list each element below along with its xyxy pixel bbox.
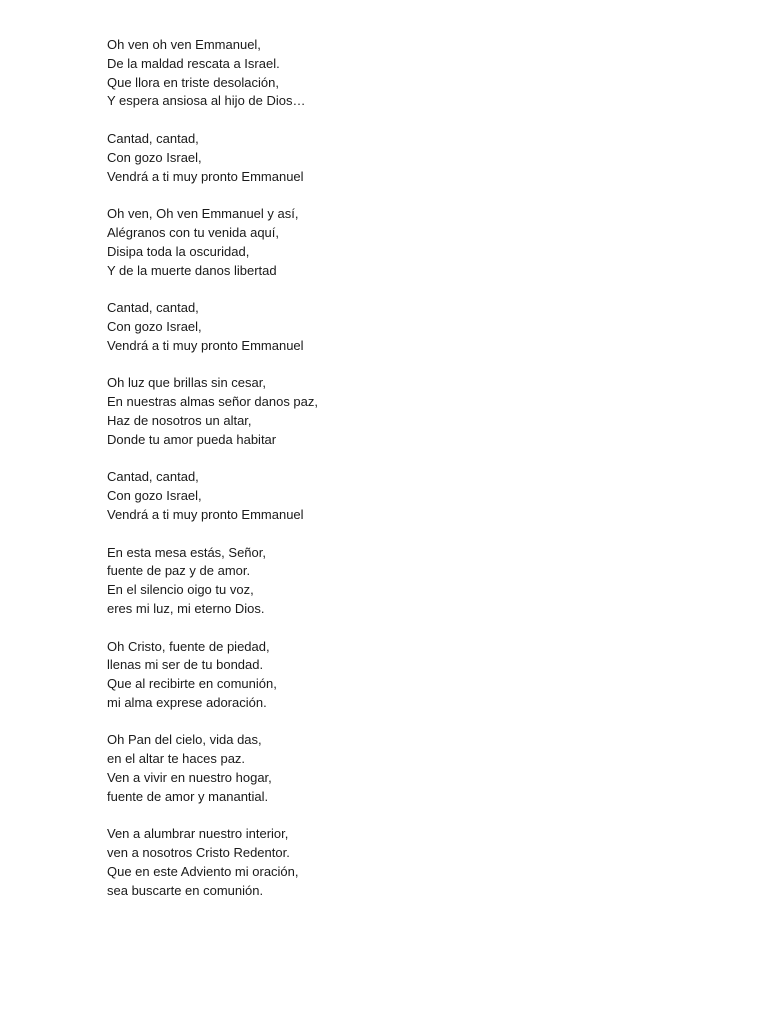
lyric-line: Y de la muerte danos libertad: [107, 262, 277, 278]
lyric-line: Vendrá a ti muy pronto Emmanuel: [107, 168, 304, 184]
lyric-line: Oh luz que brillas sin cesar,: [107, 375, 266, 391]
lyric-line: Que llora en triste desolación,: [107, 74, 279, 90]
lyric-line: De la maldad rescata a Israel.: [107, 55, 280, 71]
lyric-line: Y espera ansiosa al hijo de Dios…: [107, 93, 306, 109]
lyric-line: Alégranos con tu venida aquí,: [107, 224, 280, 240]
lyric-line: sea buscarte en comunión.: [107, 882, 264, 898]
lyric-line: Oh Cristo, fuente de piedad,: [107, 638, 270, 654]
lyric-line: en el altar te haces paz.: [107, 751, 246, 767]
lyric-line: Cantad, cantad,: [107, 469, 199, 485]
lyric-line: En esta mesa estás, Señor,: [107, 544, 266, 560]
lyric-line: Cantad, cantad,: [107, 130, 199, 146]
lyric-line: fuente de paz y de amor.: [107, 563, 251, 579]
lyric-line: llenas mi ser de tu bondad.: [107, 657, 264, 673]
stanza: [107, 731, 707, 806]
stanza: [107, 374, 707, 449]
lyric-line: ven a nosotros Cristo Redentor.: [107, 845, 290, 861]
lyric-line: Ven a alumbrar nuestro interior,: [107, 826, 289, 842]
lyric-line: Ven a vivir en nuestro hogar,: [107, 770, 272, 786]
lyric-line: En el silencio oigo tu voz,: [107, 582, 254, 598]
stanza: [107, 638, 707, 713]
chorus: [107, 299, 707, 355]
lyric-line: fuente de amor y manantial.: [107, 788, 269, 804]
stanza: [107, 544, 707, 619]
lyric-line: Con gozo Israel,: [107, 149, 202, 165]
chorus: [107, 468, 707, 524]
stanza: [107, 825, 707, 900]
lyric-line: En nuestras almas señor danos paz,: [107, 394, 319, 410]
lyric-line: Con gozo Israel,: [107, 488, 202, 504]
stanza: [107, 205, 707, 280]
lyric-line: Donde tu amor pueda habitar: [107, 431, 277, 447]
chorus: [107, 130, 707, 186]
lyrics-document: [107, 36, 707, 919]
lyric-line: Con gozo Israel,: [107, 318, 202, 334]
lyric-line: Oh ven oh ven Emmanuel,: [107, 37, 261, 52]
lyric-line: Vendrá a ti muy pronto Emmanuel: [107, 337, 304, 353]
lyric-line: eres mi luz, mi eterno Dios.: [107, 600, 265, 616]
lyric-line: Oh Pan del cielo, vida das,: [107, 732, 262, 748]
stanza: [107, 36, 707, 111]
lyric-line: Oh ven, Oh ven Emmanuel y así,: [107, 206, 299, 222]
lyric-line: Disipa toda la oscuridad,: [107, 243, 250, 259]
lyric-line: Que al recibirte en comunión,: [107, 676, 277, 692]
lyric-line: Cantad, cantad,: [107, 300, 199, 316]
lyric-line: mi alma exprese adoración.: [107, 694, 267, 710]
lyric-line: Que en este Adviento mi oración,: [107, 864, 299, 880]
lyric-line: Haz de nosotros un altar,: [107, 412, 252, 428]
lyric-line: Vendrá a ti muy pronto Emmanuel: [107, 506, 304, 522]
